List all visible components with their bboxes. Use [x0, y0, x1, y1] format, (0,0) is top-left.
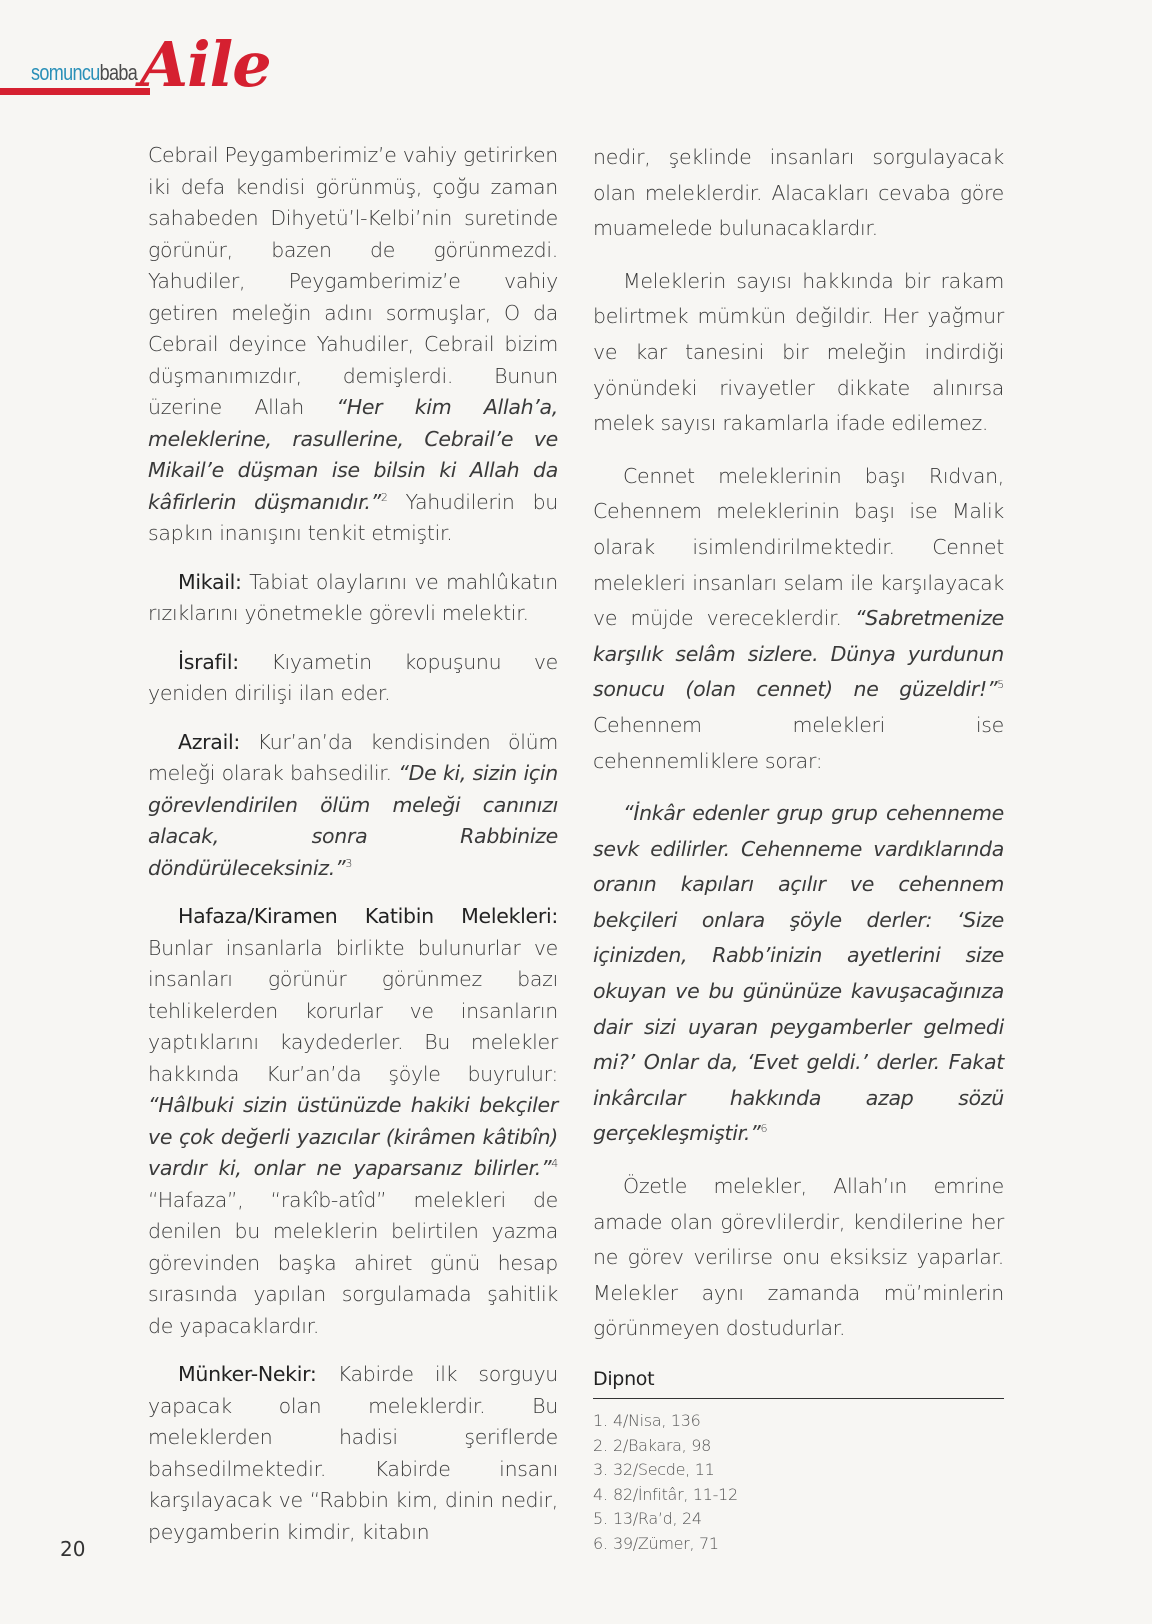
footnote-item [593, 1409, 1004, 1434]
paragraph-israfil [148, 647, 558, 710]
footnote-ref: 5 [997, 678, 1004, 692]
footnote-item [593, 1458, 1004, 1483]
footnote-ref: 3 [345, 856, 353, 870]
angel-term: Hafaza/Kiramen Katibin Melekleri: [178, 904, 558, 928]
angel-term: Münker-Nekir: [178, 1362, 317, 1386]
quran-quote: “Her kim Allah’a, meleklerine, rasullerine, Cebrail’e ve Mikail’e düşman ise bilsin ki Allah da kâfirlerin düşmanıdır.” [148, 395, 558, 514]
footnote-ref: 4 [551, 1157, 558, 1171]
footnotes-list [593, 1409, 1004, 1556]
footnote-ref: 2 [380, 490, 388, 504]
page-number: 20 [60, 1537, 86, 1561]
quran-quote: “Hâlbuki sizin üstünüzde hakiki bekçiler ve çok değerli yazıcılar (kirâmen kâtibîn) vardır ki, onlar ne yaparsanız bilirler.” [148, 1093, 558, 1180]
footnote-item [593, 1483, 1004, 1508]
paragraph-text: Cennet meleklerinin başı Rıdvan, Cehennem meleklerinin başı ise Malik olarak isimlendirilmektedir. Cennet melekleri insanları selam ile karşılayacak ve müjde vereceklerdir. [593, 463, 1004, 631]
paragraph-summary: Özetle melekler, Allah’ın emrine amade olan görevlilerdir, kendilerine her ne görev verilirse onu eksiksiz yaparlar. Melekler aynı zamanda mü’minlerin görünmeyen dostudurlar. [593, 1174, 1004, 1341]
angel-term: Azrail: [178, 729, 240, 754]
section-title: Aile [140, 28, 271, 101]
quran-quote: “Sabretmenize karşılık selâm sizlere. Dünya yurdunun sonucu (olan cennet) ne güzeldir!” [593, 606, 1004, 702]
angel-term: İsrafil: [178, 649, 239, 674]
footnote-number: 2. [593, 1435, 608, 1455]
footnote-text: 4/Nisa, 136 [613, 1411, 701, 1430]
paragraph-continued: nedir, şeklinde insanları sorgulayacak olan meleklerdir. Alacakları cevaba göre muamelede bulunacaklardır. [593, 145, 1004, 241]
paragraph-hafaza [148, 901, 558, 1342]
brand-part1: somuncu [31, 60, 100, 85]
paragraph-text: Kıyametin kopuşunu ve yeniden dirilişi ilan eder. [148, 649, 558, 705]
paragraph-heaven-hell-angels [593, 459, 1004, 779]
paragraph-text: Cehennem melekleri ise cehennemliklere sorar: [593, 712, 1004, 773]
brand-logo [31, 60, 137, 86]
magazine-header [0, 28, 271, 106]
footnote-text: 32/Secde, 11 [613, 1460, 715, 1479]
footnote-item [593, 1532, 1004, 1557]
footnote-number: 6. [593, 1533, 608, 1553]
paragraph-text: Cebrail Peygamberimiz’e vahiy getirirken iki defa kendisi görünmüş, çoğu zaman sahabeden Dihyetü’l-Kelbi’nin suretinde görünür, bazen de görünmezdi. Yahudiler, Peygamberimiz’e vahiy getiren meleğin adını sormuşlar, O da Cebrail deyince Yahudiler, Cebrail bizim düşmanımızdır, demişlerdi. Bunun üzerine Allah [148, 143, 558, 419]
paragraph-text: Bunlar insanlarla birlikte bulunurlar ve insanları görünür görünmez bazı tehlikelerden korurlar ve insanların yaptıklarını kaydederler. Bu melekler hakkında Kur’an’da şöyle buyrulur: [148, 935, 558, 1086]
footnote-number: 1. [593, 1411, 608, 1430]
quran-quote: “İnkâr edenler grup grup cehenneme sevk edilirler. Cehenneme vardıklarında oranın kapıları açılır ve cehennem bekçileri onlara şöyle derler: ‘Size içinizden, Rabb’inizin ayetlerini size okuyan ve bu gününüze kavuşacağınıza dair sizi uyaran peygamberler gelmedi mi?’ Onlar da, ‘Evet geldi.’ derler. Fakat inkârcılar hakkında azap sözü gerçekleşmiştir.” [593, 801, 1004, 1146]
footnote-item [593, 1507, 1004, 1532]
quran-quote: “De ki, sizin için görevlendirilen ölüm meleği canınızı alacak, sonra Rabbinize döndürüleceksiniz.” [148, 761, 558, 880]
footnote-text: 82/İnfitâr, 11-12 [613, 1484, 738, 1504]
paragraph-text: Tabiat olaylarını ve mahlûkatın rızıklarını yönetmekle görevli melektir. [148, 569, 558, 625]
brand-part2: baba [99, 60, 138, 85]
footnote-ref: 6 [760, 1122, 768, 1136]
left-column [148, 140, 558, 1565]
footnote-number: 4. [593, 1484, 608, 1504]
paragraph-cebrail [148, 140, 558, 550]
paragraph-munker-nekir [148, 1359, 558, 1548]
paragraph-text: “Hafaza”, “rakîb-atîd” melekleri de denilen bu meleklerin belirtilen yazma görevinden başka ahiret günü hesap sırasında yapılan sorgulamada şahitlik de yapacaklardır. [148, 1187, 558, 1338]
footnote-text: 39/Zümer, 71 [613, 1533, 719, 1553]
angel-term: Mikail: [178, 569, 242, 594]
footnote-number: 3. [593, 1460, 608, 1479]
footnotes-title: Dipnot [593, 1364, 1004, 1399]
footnote-text: 2/Bakara, 98 [613, 1435, 711, 1455]
header-red-bar [0, 88, 150, 95]
footnote-number: 5. [593, 1509, 608, 1528]
paragraph-hell-quote [593, 796, 1004, 1152]
paragraph-azrail [148, 727, 558, 885]
footnote-item [593, 1434, 1004, 1459]
right-column [593, 140, 1004, 1556]
footnote-text: 13/Ra’d, 24 [613, 1509, 702, 1528]
paragraph-text: Kur’an’da kendisinden ölüm meleği olarak bahsedilir. [148, 729, 558, 785]
paragraph-angel-count: Meleklerin sayısı hakkında bir rakam belirtmek mümkün değildir. Her yağmur ve kar tanesini bir meleğin indirdiği yönündeki rivayetler dikkate alınırsa melek sayısı rakamlarla ifade edilemez. [593, 268, 1004, 436]
paragraph-text: Yahudilerin bu sapkın inanışını tenkit etmiştir. [148, 489, 558, 545]
paragraph-text: Kabirde ilk sorguyu yapacak olan meleklerdir. Bu meleklerden hadisi şeriflerde bahsedilmektedir. Kabirde insanı karşılayacak ve “Rabbin kim, dinin nedir, peygamberin kimdir, kitabın [148, 1362, 558, 1544]
paragraph-mikail [148, 567, 558, 630]
